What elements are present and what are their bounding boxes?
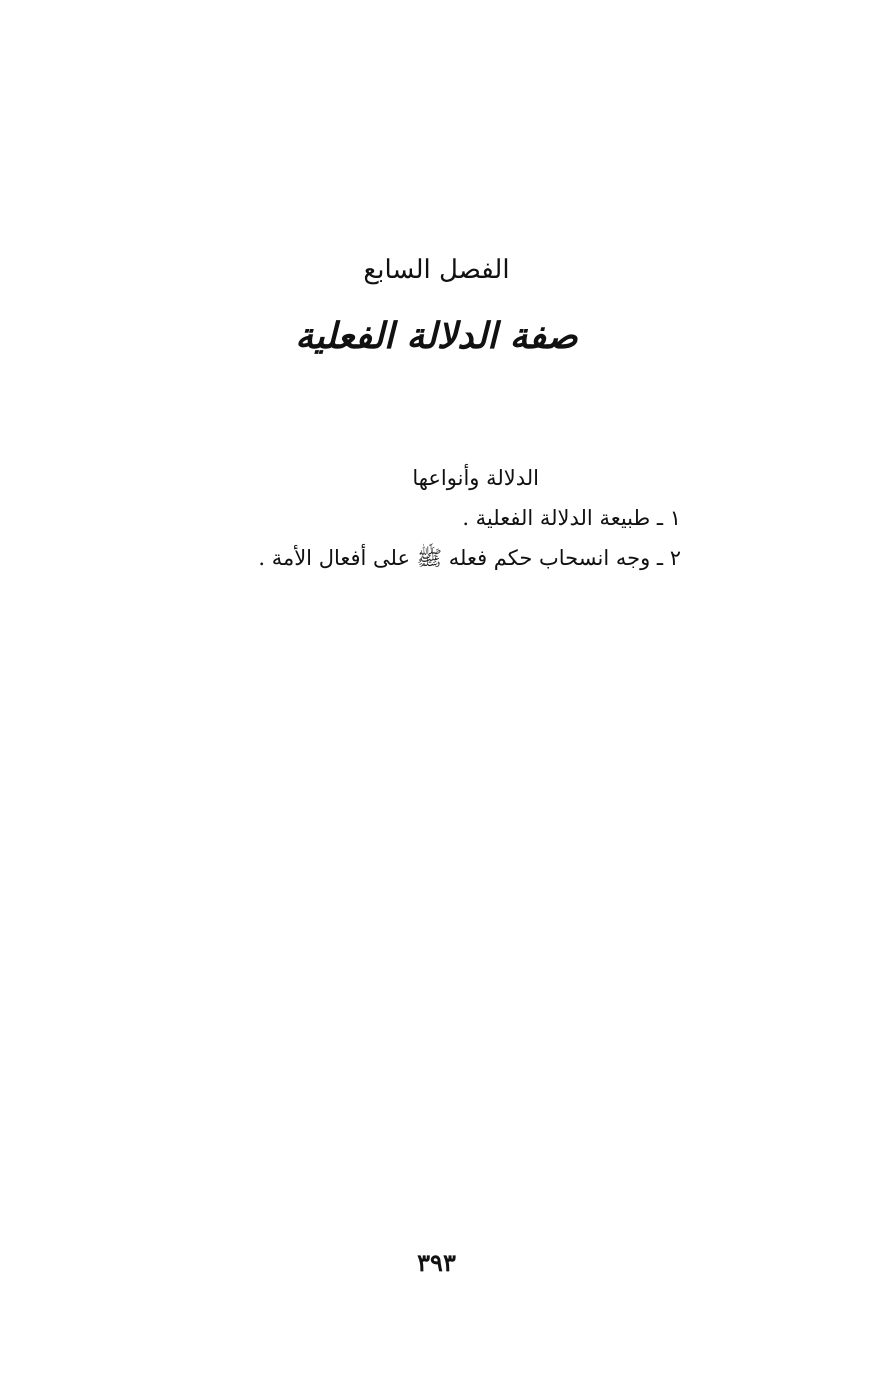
chapter-title: صفة الدلالة الفعلية	[295, 315, 578, 357]
contents-item: ١ ـ طبيعة الدلالة الفعلية .	[462, 506, 681, 530]
page-number: ٣٩٣	[417, 1248, 456, 1277]
chapter-contents	[181, 458, 681, 578]
chapter-label: الفصل السابع	[363, 255, 510, 285]
contents-item: ٢ ـ وجه انسحاب حكم فعله ﷺ على أفعال الأمة .	[258, 546, 681, 570]
contents-heading: الدلالة وأنواعها	[412, 466, 539, 490]
